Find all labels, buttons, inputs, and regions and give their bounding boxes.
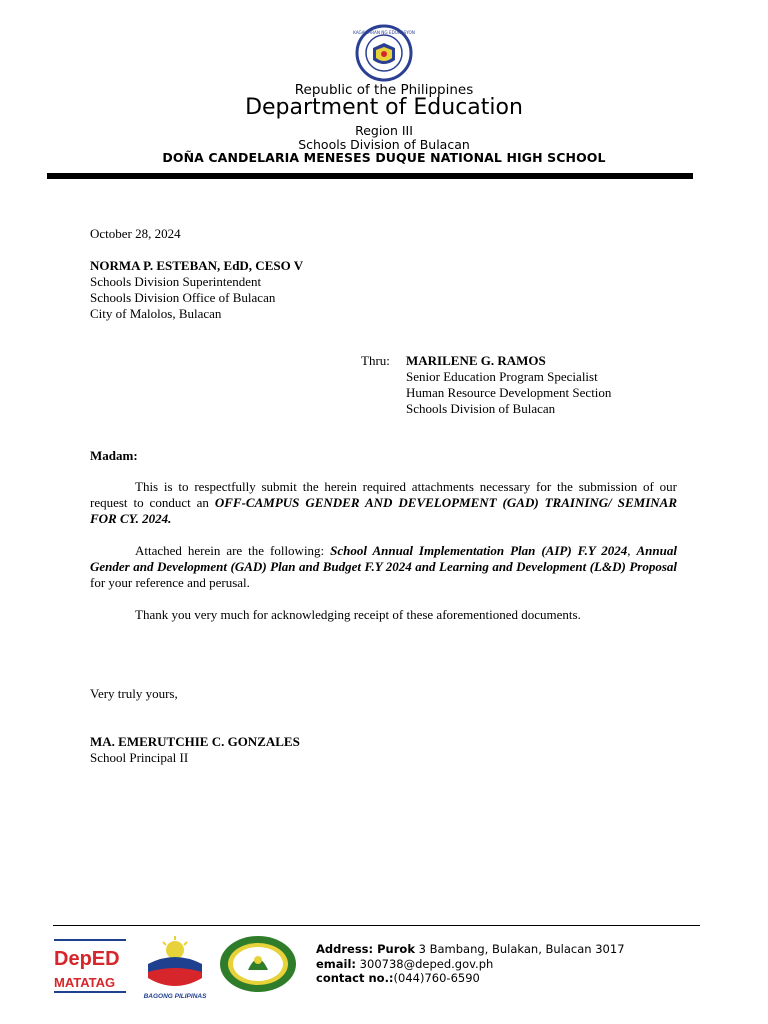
footer-contact-block [316,942,625,986]
thru-line: Human Resource Development Section [406,385,612,400]
paragraph-3-text: Thank you very much for acknowledging receipt of these aforementioned documents. [135,607,581,622]
seal-text: KAGAWARAN NG EDUKASYON [353,30,415,35]
recipient-line: City of Malolos, Bulacan [90,306,222,321]
footer-contact-number [316,971,625,986]
header-divider [47,173,693,179]
closing: Very truly yours, [90,686,178,701]
thru-label: Thru: [361,353,390,368]
paragraph-2-tail: for your reference and perusal. [90,575,250,590]
header-region: Region III [355,123,413,138]
paragraph-1-text: This is to respectfully submit the herein required attachments necessary for the submission of our request to conduct an [90,479,677,510]
bagong-pilipinas-wordmark: BAGONG PILIPINAS [143,993,207,1000]
thru-block [406,353,611,417]
email-label: email: [316,956,357,971]
thru-line: Schools Division of Bulacan [406,401,556,416]
paragraph-2-separator: , [627,543,637,558]
recipient-line: Schools Division Office of Bulacan [90,290,276,305]
paragraph-1-emphasis: OFF-CAMPUS GENDER AND DEVELOPMENT (GAD) TRAINING/ SEMINAR FOR CY. 2024. [90,495,677,526]
header-department: Department of Education [245,95,523,120]
deped-seal-logo [350,24,418,82]
thru-line: Senior Education Program Specialist [406,369,598,384]
recipient-line: Schools Division Superintendent [90,274,262,289]
address-label: Address: Purok [316,942,415,956]
paragraph-1 [90,479,677,527]
signer-name: MA. EMERUTCHIE C. GONZALES [90,734,300,749]
letter-date: October 28, 2024 [90,226,181,241]
matatag-wordmark: MATATAG [54,975,116,990]
deped-matatag-logo [52,937,128,997]
recipient-block [90,258,303,322]
paragraph-3 [90,607,677,623]
bagong-pilipinas-logo [136,934,214,1000]
header-republic: Republic of the Philippines [294,82,474,98]
salutation: Madam: [90,448,138,463]
header-school-name: DOÑA CANDELARIA MENESES DUQUE NATIONAL HIGH SCHOOL [162,150,606,165]
paragraph-2-lead: Attached herein are the following: [135,543,331,558]
paragraph-2-item-aip: School Annual Implementation Plan (AIP) F.Y 2024 [330,543,628,558]
address-value: 3 Bambang, Bulakan, Bulacan 3017 [414,942,625,956]
signer-title: School Principal II [90,750,189,765]
footer-email [316,957,625,972]
school-seal-logo [218,934,298,994]
footer-address [316,942,625,957]
header-division: Schools Division of Bulacan [298,137,470,152]
paragraph-2 [90,543,677,591]
deped-wordmark: DepED [54,948,120,970]
paragraph-2-item-gad: Annual Gender and Development (GAD) Plan and Budget F.Y 2024 and Learning and Development (L&D) Proposal [90,543,677,574]
recipient-name: NORMA P. ESTEBAN, EdD, CESO V [90,258,304,273]
thru-name: MARILENE G. RAMOS [406,353,546,368]
contact-value: (044)760-6590 [393,971,480,985]
email-value[interactable]: 300738@deped.gov.ph [356,956,494,971]
footer-divider [53,925,700,926]
contact-label: contact no.: [316,971,394,985]
